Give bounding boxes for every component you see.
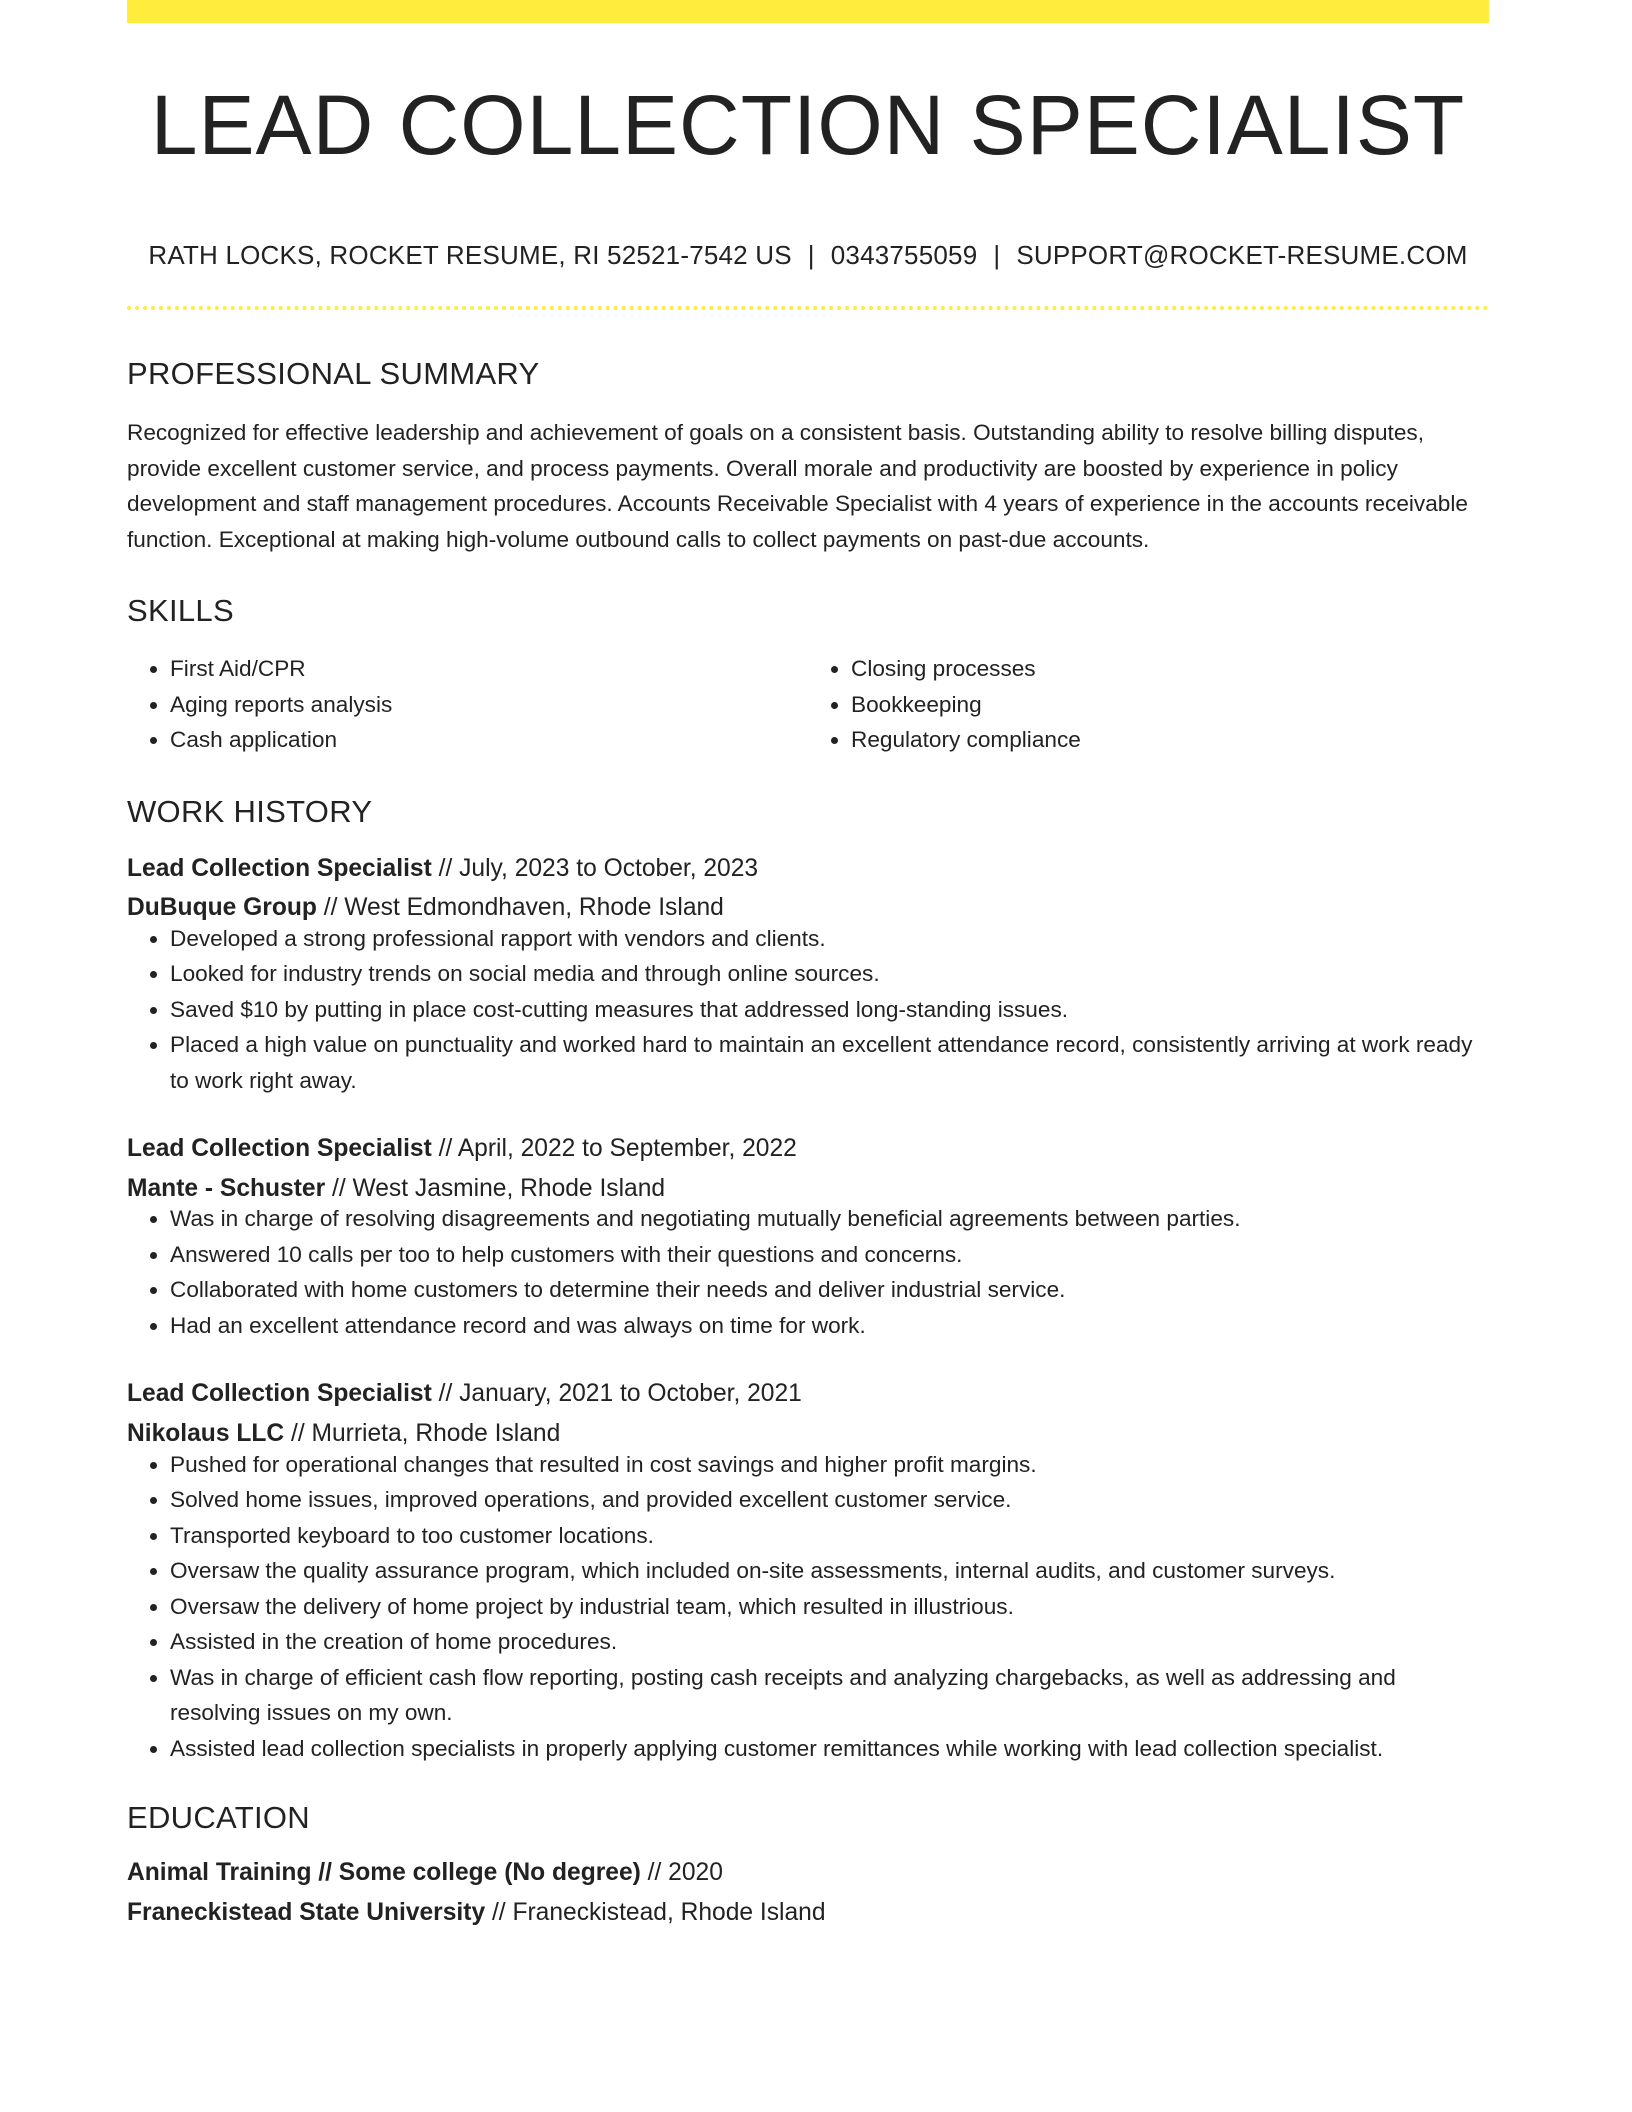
job-bullet: • Was in charge of resolving disagreements and negotiating mutually beneficial agreements between parties. xyxy=(170,1201,1489,1237)
skill-item: • Regulatory compliance xyxy=(851,722,1489,758)
job-role: Lead Collection Specialist xyxy=(127,1135,432,1163)
job-bullet: • Oversaw the delivery of home project by industrial team, which resulted in illustrious. xyxy=(170,1589,1489,1625)
skill-item: • Bookkeeping xyxy=(851,687,1489,723)
job-dates: // January, 2021 to October, 2021 xyxy=(431,1380,802,1408)
work-history-heading: WORK HISTORY xyxy=(127,793,373,829)
job-bullet: • Placed a high value on punctuality and worked hard to maintain an excellent attendance record, consistently arriving at work ready to work right away. xyxy=(170,1027,1489,1098)
contact-address: RATH LOCKS, ROCKET RESUME, RI 52521-7542 US xyxy=(148,240,792,270)
job-bullet: • Collaborated with home customers to determine their needs and deliver industrial service. xyxy=(170,1272,1489,1308)
job-role: Lead Collection Specialist xyxy=(127,1380,432,1408)
contact-line xyxy=(127,242,1489,268)
header-divider xyxy=(127,306,1489,310)
skills-left-column xyxy=(127,651,808,758)
education-heading: EDUCATION xyxy=(127,1800,310,1836)
job-dates: // April, 2022 to September, 2022 xyxy=(431,1135,797,1163)
job-company: DuBuque Group xyxy=(127,894,317,922)
summary-heading: PROFESSIONAL SUMMARY xyxy=(127,356,540,391)
job-role-line xyxy=(127,1137,1489,1162)
job-bullet: • Saved $10 by putting in place cost-cutting measures that addressed long-standing issues. xyxy=(170,992,1489,1028)
skill-item: • Cash application xyxy=(170,722,808,758)
education-location: // Franeckistead, Rhode Island xyxy=(485,1898,826,1926)
job-bullet: • Assisted in the creation of home procedures. xyxy=(170,1624,1489,1660)
skills-heading: SKILLS xyxy=(127,593,234,628)
skills-grid xyxy=(127,651,1489,758)
job-company-line xyxy=(127,896,1489,921)
job-location: // Murrieta, Rhode Island xyxy=(284,1419,561,1447)
job-bullet: • Developed a strong professional rapport with vendors and clients. xyxy=(170,921,1489,957)
summary-text: Recognized for effective leadership and achievement of goals on a consistent basis. Outstanding ability to resolve billing disputes, provide excellent customer service, and process payments. Overall morale and productivity are boosted by experience in policy development and staff management procedures. Accounts Receivable Specialist with 4 years of experience in the accounts receivable function. Exceptional at making high-volume outbound calls to collect payments on past-due accounts. xyxy=(127,420,1468,552)
skills-right-column xyxy=(808,651,1489,758)
job-bullet: • Answered 10 calls per too to help customers with their questions and concerns. xyxy=(170,1237,1489,1273)
skill-item: • Aging reports analysis xyxy=(170,687,808,723)
job-location: // West Jasmine, Rhode Island xyxy=(325,1174,666,1202)
job-role-line xyxy=(127,854,1489,882)
resume-title: LEAD COLLECTION SPECIALIST xyxy=(150,78,1466,172)
job-bullet: • Pushed for operational changes that resulted in cost savings and higher profit margins. xyxy=(170,1447,1489,1483)
job-role-line xyxy=(127,1382,1489,1407)
skill-item: • First Aid/CPR xyxy=(170,651,808,687)
education-school-line xyxy=(127,1898,1489,1926)
job-bullet: • Solved home issues, improved operations, and provided excellent customer service. xyxy=(170,1482,1489,1518)
contact-separator: | xyxy=(807,240,815,270)
education-degree: Animal Training // Some college (No degree) xyxy=(127,1859,641,1887)
education-year: // 2020 xyxy=(640,1859,723,1887)
education-school: Franeckistead State University xyxy=(127,1898,486,1926)
job-bullet: • Assisted lead collection specialists in properly applying customer remittances while working with lead collection specialist. xyxy=(170,1731,1489,1767)
job-company-line xyxy=(127,1419,1489,1447)
education-degree-line xyxy=(127,1861,1489,1886)
job-role: Lead Collection Specialist xyxy=(127,854,432,882)
job-dates: // July, 2023 to October, 2023 xyxy=(431,854,759,882)
resume-page xyxy=(127,0,1489,1925)
job-location: // West Edmondhaven, Rhode Island xyxy=(316,894,724,922)
contact-email: SUPPORT@ROCKET-RESUME.COM xyxy=(1016,240,1468,270)
job-bullet: • Was in charge of efficient cash flow reporting, posting cash receipts and analyzing chargebacks, as well as addressing and resolving issues on my own. xyxy=(170,1660,1489,1731)
skill-item: • Closing processes xyxy=(851,651,1489,687)
job-bullet-list xyxy=(127,921,1489,1099)
job-company: Nikolaus LLC xyxy=(127,1419,285,1447)
job-bullet-list xyxy=(127,1201,1489,1343)
job-company: Mante - Schuster xyxy=(127,1174,326,1202)
job-bullet: • Had an excellent attendance record and was always on time for work. xyxy=(170,1308,1489,1344)
top-accent-bar xyxy=(127,0,1489,23)
job-bullet: • Oversaw the quality assurance program, which included on-site assessments, internal audits, and customer surveys. xyxy=(170,1553,1489,1589)
contact-phone: 0343755059 xyxy=(830,240,978,270)
job-company-line xyxy=(127,1174,1489,1202)
contact-separator: | xyxy=(993,240,1001,270)
job-bullet-list xyxy=(127,1447,1489,1767)
job-bullet: • Looked for industry trends on social media and through online sources. xyxy=(170,956,1489,992)
job-bullet: • Transported keyboard to too customer locations. xyxy=(170,1518,1489,1554)
